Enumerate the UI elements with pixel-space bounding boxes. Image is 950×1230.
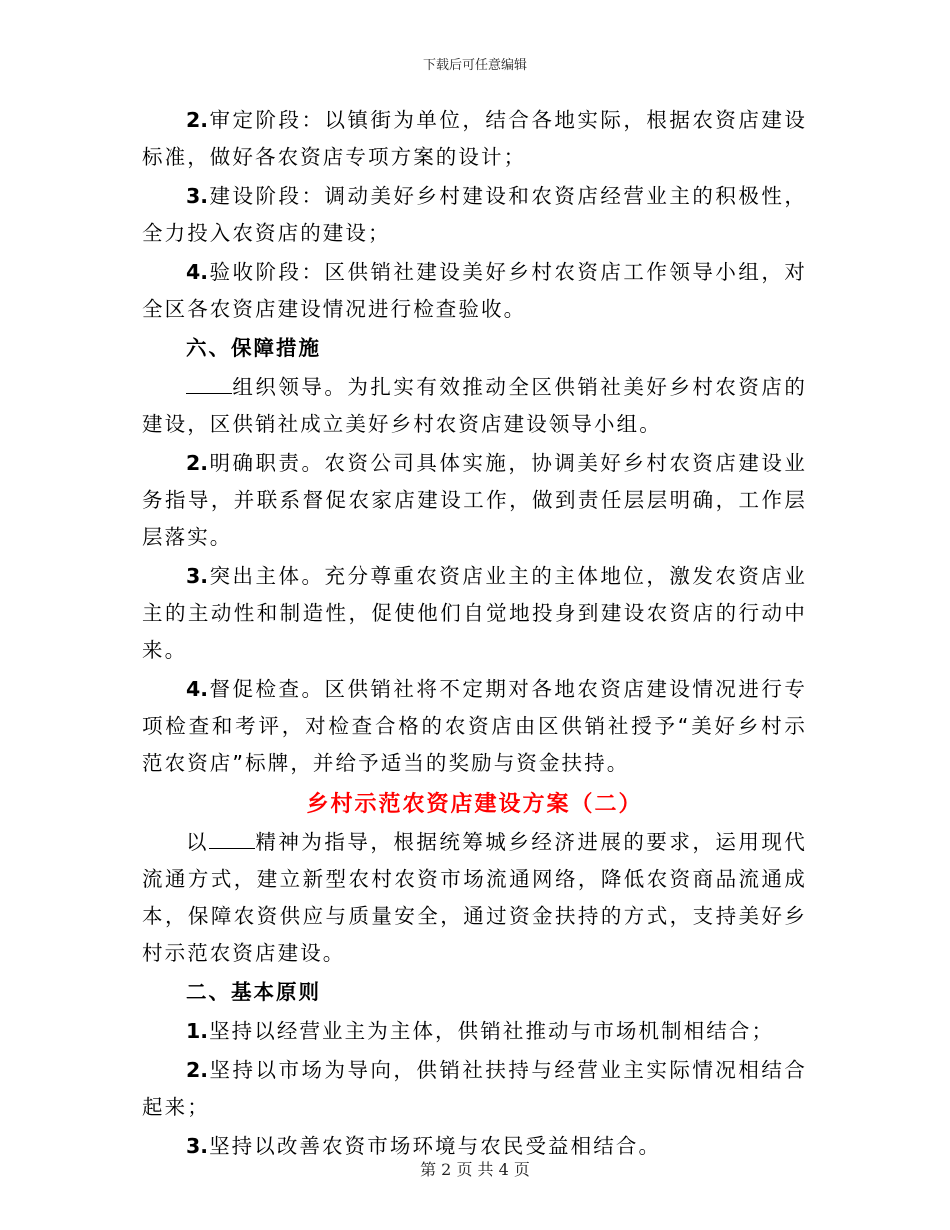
paragraph-build-stage bbox=[142, 178, 807, 252]
item-number: 3. bbox=[186, 184, 209, 208]
item-number: 2. bbox=[186, 1058, 209, 1082]
paragraph-lead: 以 bbox=[186, 830, 209, 854]
item-number: 1. bbox=[186, 1019, 209, 1043]
blank-underline bbox=[186, 375, 232, 394]
paragraph-text: 突出主体。充分尊重农资店业主的主体地位，激发农资店业主的主动性和制造性，促使他们自觉地投身到建设农资店的行动中来。 bbox=[142, 564, 807, 662]
paragraph-organization bbox=[142, 369, 807, 443]
item-number: 4. bbox=[186, 260, 209, 284]
paragraph-text: 验收阶段：区供销社建设美好乡村农资店工作领导小组，对全区各农资店建设情况进行检查验收。 bbox=[142, 260, 807, 321]
blank-underline bbox=[209, 830, 255, 849]
paragraph-text: 建设阶段：调动美好乡村建设和农资店经营业主的积极性，全力投入农资店的建设； bbox=[142, 184, 807, 245]
paragraph-inspection bbox=[142, 671, 807, 782]
paragraph-principle-2 bbox=[142, 1052, 807, 1126]
page-header: 下载后可任意编辑 bbox=[422, 58, 527, 73]
document-body bbox=[142, 102, 807, 1167]
paragraph-text: 组织领导。为扎实有效推动全区供销社美好乡村农资店的建设，区供销社成立美好乡村农资店建设领导小组。 bbox=[142, 375, 807, 436]
paragraph-review-stage bbox=[142, 102, 807, 176]
paragraph-text: 审定阶段：以镇街为单位，结合各地实际，根据农资店建设标准，做好各农资店专项方案的设计； bbox=[142, 108, 807, 169]
item-number: 2. bbox=[186, 451, 209, 475]
paragraph-responsibilities bbox=[142, 445, 807, 556]
paragraph-text: 坚持以经营业主为主体，供销社推动与市场机制相结合； bbox=[209, 1019, 775, 1043]
paragraph-text: 精神为指导，根据统筹城乡经济进展的要求，运用现代流通方式，建立新型农村农资市场流通网络，降低农资商品流通成本，保障农资供应与质量安全，通过资金扶持的方式，支持美好乡村示范农资店建设。 bbox=[142, 830, 807, 965]
item-number: 3. bbox=[186, 564, 209, 588]
paragraph-subject bbox=[142, 558, 807, 669]
paragraph-text: 坚持以改善农资市场环境与农民受益相结合。 bbox=[209, 1134, 662, 1158]
section-heading-principles: 二、基本原则 bbox=[186, 980, 321, 1004]
paragraph-guiding-spirit bbox=[142, 824, 807, 972]
paragraph-acceptance-stage bbox=[142, 254, 807, 328]
item-number: 2. bbox=[186, 108, 209, 132]
paragraph-principle-1 bbox=[142, 1013, 807, 1050]
page-footer: 第 2 页 共 4 页 bbox=[420, 1160, 530, 1179]
item-number: 3. bbox=[186, 1134, 209, 1158]
paragraph-text: 督促检查。区供销社将不定期对各地农资店建设情况进行专项检查和考评，对检查合格的农资店由区供销社授予“美好乡村示范农资店”标牌，并给予适当的奖励与资金扶持。 bbox=[142, 677, 807, 775]
section-heading-safeguards: 六、保障措施 bbox=[186, 336, 321, 360]
paragraph-text: 坚持以市场为导向，供销社扶持与经营业主实际情况相结合起来； bbox=[142, 1058, 807, 1119]
paragraph-text: 明确职责。农资公司具体实施，协调美好乡村农资店建设业务指导，并联系督促农家店建设工作，做到责任层层明确，工作层层落实。 bbox=[142, 451, 807, 549]
item-number: 4. bbox=[186, 677, 209, 701]
section-title: 乡村示范农资店建设方案（二） bbox=[306, 791, 643, 817]
